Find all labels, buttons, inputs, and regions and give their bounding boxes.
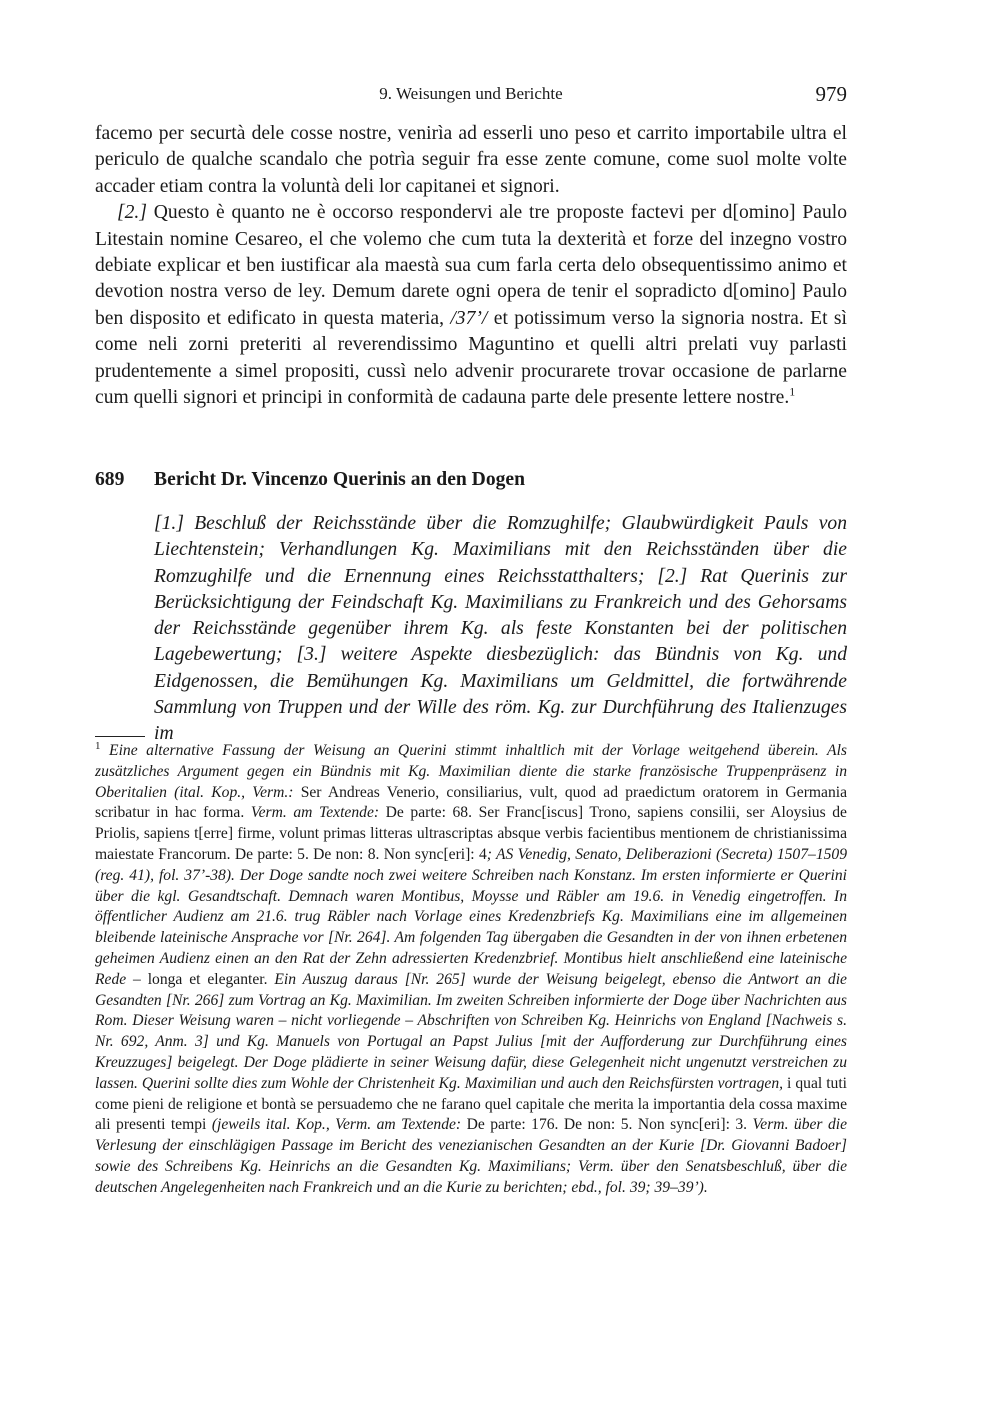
paragraph-marker: [2.] [117, 202, 147, 224]
footnote-reference[interactable]: 1 [789, 384, 796, 399]
fn-seg-10: De parte: 176. De non: 5. Non sync[eri]: 3. [461, 1116, 753, 1134]
fn-seg-5: ; AS Venedig, Senato, Deliberazioni (Secreta) 1507–1509 (reg. 41), fol. 37’-38). Der Doge sandte noch zwei weitere Schreiben nach Konstanz. Im ersten informierte er Querini über die kgl. Gesandtschaft. Demnach waren Montibus, Moysse und Räbler am 19.6. in Venedig eingetroffen. In öffentlicher Audienz am 21.6. trug Räbler nach Vorlage eines Kredenzbriefs Kg. Maximilians eine im allgemeinen bleibende lateinische Ansprache vor [Nr. 264]. Am folgenden Tag übergaben die Gesandten in der von ihnen erbetenen geheimen Audienz einen an den Rat der Zehn adressierten Kredenzbrief. Montibus hielt anschließend eine lateinische Rede – [95, 845, 848, 988]
fn-seg-4: De parte: 68. Ser Franc[iscus] Trono, sapiens consilii, ser Aloysius de Priolis, sapiens t[erre] firme, volunt primas litteras ultrascriptas absque verbis facientibus mentionem de christianissima maiestate Francorum. De parte: 5. De non: 8. Non sync[eri]: 4 [95, 804, 847, 863]
fn-seg-8: i qual tuti come pieni de religione et bontà se persuademo che ne farano quel capitale che merita la importantia dela cossa maxime ali presenti tempi [95, 1074, 848, 1134]
paragraph-2-text-a: Questo è quanto ne è occorso respondervi ale tre proposte factevi per d[omino] Paulo Litestain nomine Cesareo, el che volemo che cum tuta la dexterità et forze del inzegno vostro debiate explicar et ben iustificar ala maestà sua cum farla certa delo obsequentissimo animo et devotion nostra verso de ley. Demum darete ogni opera de tenir el sopradicto d[omino] Paulo ben disposito et edificato in questa materia, [95, 202, 847, 329]
fn-seg-3: Verm. am Textende: [250, 804, 380, 822]
paragraph-2 [95, 200, 847, 411]
footnote-number: 1 [95, 739, 101, 752]
fn-seg-1: Eine alternative Fassung der Weisung an Querini stimmt inhaltlich mit der Vorlage weitgehend überein. Als zusätzliches Argument gegen ein Bündnis mit Kg. Maximilian diente die starke französische Truppenpräsenz in Oberitalien (ital. Kop., Verm.: [95, 742, 847, 801]
fn-seg-2: Ser Andreas Venerio, consiliarius, vult, quod ad praedictum oratorem in Germania scribatur in hac forma. [95, 783, 848, 822]
paragraph-2-text-b: et potissimum verso la signoria nostra. Et sì come neli zorni preteriti al reverendissimo Maguntino et quelli altri prelati vuy parlasti prudentemente a simel propositi, cussì nelo advenir procurarete trovar occasione de parlarne cum quelli signori et principi in conformità de cadauna parte dele presente lettere nostre. [95, 307, 847, 409]
fn-seg-6: longa et eleganter. [140, 970, 268, 988]
fn-seg-9: (jeweils ital. Kop., Verm. am Textende: [211, 1116, 462, 1134]
footnote-rule [95, 736, 145, 737]
document-number: 689 [95, 469, 125, 490]
paragraph-1: facemo per securtà dele cosse nostre, venirìa ad esserli uno peso et carrito importabile ultra el periculo de qualche scandalo che potrìa seguir fra esse zente comune, come suol molte volte accader etiam contra la voluntà deli lor capitanei et signori. [95, 123, 847, 197]
fn-seg-7: Ein Auszug daraus [Nr. 265] wurde der Weisung beigelegt, ebenso die Antwort an die Gesandten [Nr. 266] zum Vortrag an Kg. Maximilian. Im zweiten Schreiben informierte der Doge über Nachrichten aus Rom. Dieser Weisung waren – nicht vorliegende – Abschriften von Schreiben Kg. Heinrichs von England [Nachweis s. Nr. 692, Anm. 3] und Kg. Manuels von Portugal an Papst Julius [mit der Aufforderung zur Durchführung eines Kreuzzuges] beigelegt. Der Doge plädierte in seiner Weisung dafür, diese Gelegenheit nicht ungenutzt verstreichen zu lassen. Querini sollte dies zum Wohle der Christenheit Kg. Maximilian und auch den Reichsfürsten vortragen, [95, 970, 847, 1092]
fn-seg-11: Verm. über die Verlesung der einschlägigen Passage im Bericht des venezianischen Gesandten an der Kurie [Dr. Giovanni Badoer] sowie des Schreibens Kg. Heinrichs an die Gesandten Kg. Maximilians; Verm. über den Senatsbeschluß, über die deutschen Angelegenheiten nach Frankreich und an die Kurie zu berichten; ebd., fol. 39; 39–39’). [95, 1116, 847, 1196]
document-title: Bericht Dr. Vincenzo Querinis an den Dogen [154, 469, 526, 490]
page-number: 979 [815, 82, 847, 106]
folio-marker: /37’/ [450, 307, 488, 329]
running-header [95, 82, 847, 108]
document-heading [95, 467, 847, 493]
footnote-1 [95, 741, 847, 1199]
main-text [95, 121, 847, 411]
running-header-title: 9. Weisungen und Berichte [379, 84, 563, 103]
document-summary: [1.] Beschluß der Reichsstände über die Romzughilfe; Glaubwürdigkeit Pauls von Liechtenstein; Verhandlungen Kg. Maximilians mit den Reichsständen über die Romzughilfe und die Ernennung eines Reichsstatthalters; [2.] Rat Querinis zur Berücksichtigung der Feindschaft Kg. Maximilians zu Frankreich und des Gehorsams der Reichsstände gegenüber ihrem Kg. als feste Konstanten bei der politischen Lagebewertung; [3.] weitere Aspekte diesbezüglich: das Bündnis von Kg. und Eidgenossen, die Bemühungen Kg. Maximilians um Geldmittel, die fortwährende Sammlung von Truppen und der Wille des röm. Kg. zur Durchführung des Italienzuges im [154, 513, 847, 745]
